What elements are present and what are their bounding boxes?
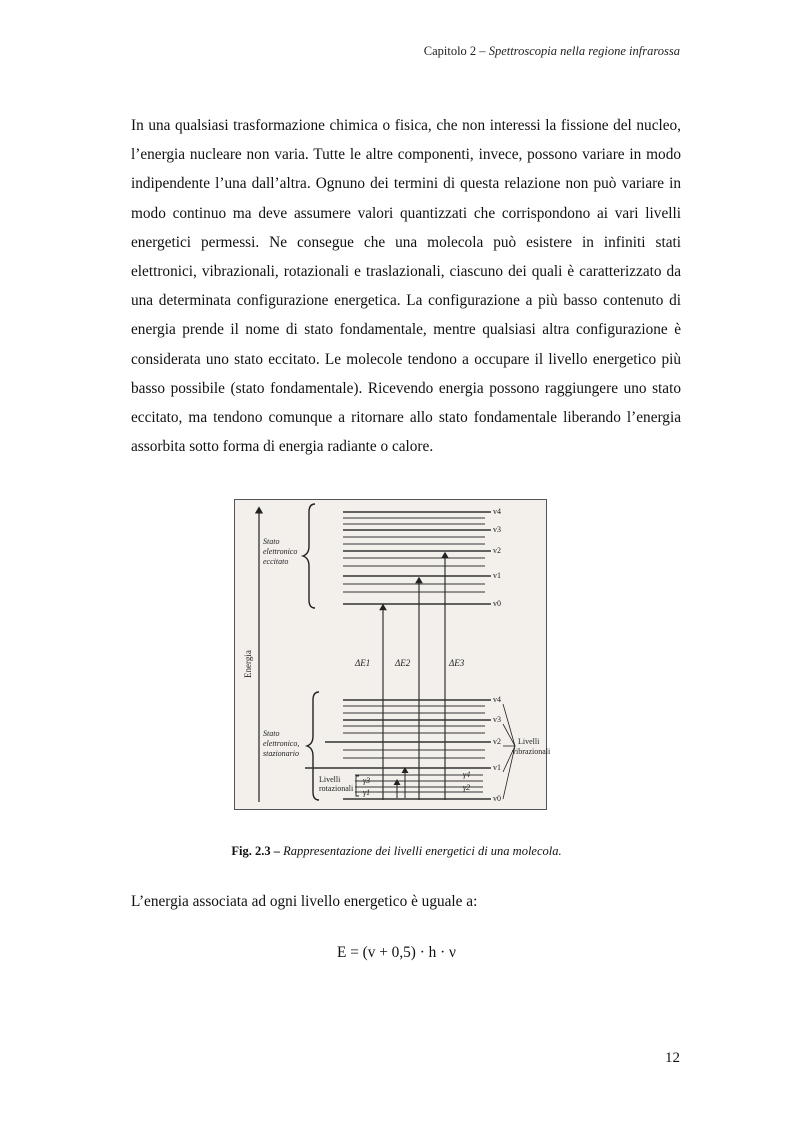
- excited-state-label-1: Stato: [263, 537, 280, 546]
- upper-v4-label: v4: [493, 507, 501, 516]
- delta-e1-label: ΔE1: [355, 658, 371, 668]
- page-number: 12: [665, 1050, 680, 1066]
- rot-gamma2-label: γ2: [463, 783, 471, 792]
- energy-diagram-svg: [235, 500, 551, 809]
- excited-state-label-2: elettronico: [263, 547, 298, 556]
- lower-v4-label: v4: [493, 695, 501, 704]
- rot-label-2: rotazionali: [319, 784, 354, 793]
- ground-state-label-1: Stato: [263, 729, 280, 738]
- caption-label: Fig. 2.3 –: [231, 844, 284, 858]
- header-chapter: Capitolo 2 –: [423, 44, 489, 58]
- upper-v3-label: v3: [493, 525, 501, 534]
- lower-v0-label: v0: [493, 794, 501, 803]
- upper-v2-label: v2: [493, 546, 501, 555]
- energy-axis-label: Energia: [243, 650, 253, 678]
- energy-intro-text: L’energia associata ad ogni livello energetico è uguale a:: [131, 893, 478, 910]
- delta-e3-label: ΔE3: [449, 658, 465, 668]
- vib-label-1: Livelli: [518, 737, 540, 746]
- upper-v1-label: v1: [493, 571, 501, 580]
- ground-state-label-2: elettronico,: [263, 739, 300, 748]
- rot-bracket: [356, 776, 359, 796]
- caption-text: Rappresentazione dei livelli energetici di una molecola.: [283, 844, 562, 858]
- lower-v3-label: v3: [493, 715, 501, 724]
- energy-level-diagram: [234, 499, 551, 810]
- lower-v1-label: v1: [493, 763, 501, 772]
- lower-v2-label: v2: [493, 737, 501, 746]
- upper-level-lines: [343, 512, 491, 604]
- header-title: Spettroscopia nella regione infrarossa: [488, 44, 680, 58]
- rot-label-1: Livelli: [319, 775, 341, 784]
- ground-state-brace: [307, 692, 319, 800]
- upper-v0-label: v0: [493, 599, 501, 608]
- excited-state-brace: [303, 504, 315, 608]
- rot-gamma1-label: γ1: [363, 788, 371, 797]
- ground-state-label-3: stazionario: [263, 749, 300, 758]
- energy-formula: E = (v + 0,5) · h · ν: [337, 944, 456, 961]
- rot-gamma3-label: γ3: [363, 776, 371, 785]
- figure-caption: [0, 844, 793, 859]
- body-paragraph: In una qualsiasi trasformazione chimica o fisica, che non interessi la fissione del nucleo, l’energia nucleare non varia. Tutte le altre componenti, invece, possono variare in modo indipendente l’una dall’altra. Ognuno dei termini di questa relazione non può variare in modo continuo ma deve assumere valori quantizzati che corrispondono ai vari livelli energetici permessi. Ne consegue che una molecola può esistere in infiniti stati elettronici, vibrazionali, rotazionali e traslazionali, ciascuno dei quali è caratterizzato da una determinata configurazione energetica. La configurazione a più basso contenuto di energia prende il nome di stato fondamentale, mentre qualsiasi altra configurazione è considerata uno stato eccitato. Le molecole tendono a occupare il livello energetico più basso possibile (stato fondamentale). Ricevendo energia possono raggiungere uno stato eccitato, ma tendono comunque a ritornare allo stato fondamentale liberando l’energia assorbita sotto forma di energia radiante o calore.: [131, 117, 681, 456]
- delta-e2-label: ΔE2: [395, 658, 411, 668]
- vib-label-2: vibrazionali: [512, 747, 551, 756]
- running-header: [424, 44, 680, 59]
- excited-state-label-3: eccitato: [263, 557, 289, 566]
- rot-gamma4-label: γ4: [463, 770, 471, 779]
